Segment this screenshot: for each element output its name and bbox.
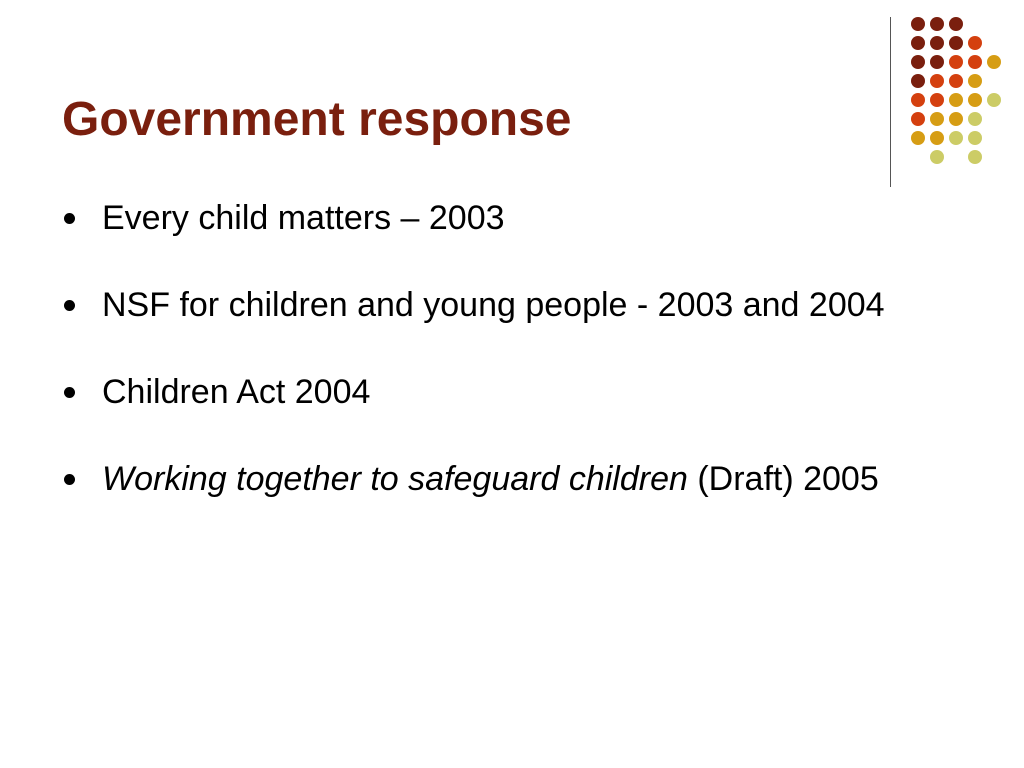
bullet-text: Every child matters – 2003 — [102, 199, 505, 237]
decorative-dot — [949, 55, 963, 69]
bullet-text: Children Act 2004 — [102, 373, 371, 411]
decorative-dot — [968, 112, 982, 126]
decorative-dot — [911, 74, 925, 88]
decorative-dot — [930, 74, 944, 88]
divider-line — [890, 17, 891, 187]
decorative-dot — [949, 112, 963, 126]
bullet-list — [62, 195, 922, 502]
bullet-item — [62, 456, 922, 502]
decorative-dot — [968, 93, 982, 107]
decorative-dot — [987, 93, 1001, 107]
decorative-dot — [930, 93, 944, 107]
decorative-dot — [949, 74, 963, 88]
decorative-dot — [968, 131, 982, 145]
bullet-item — [62, 369, 922, 415]
decorative-dot — [911, 112, 925, 126]
decorative-dot — [949, 93, 963, 107]
decorative-dot — [930, 112, 944, 126]
bullet-marker — [64, 474, 75, 485]
decorative-dot — [987, 55, 1001, 69]
bullet-text: (Draft) 2005 — [687, 460, 879, 498]
decorative-dot — [949, 17, 963, 31]
decorative-dot — [930, 17, 944, 31]
bullet-text: NSF for children and young people - 2003 and 2004 — [102, 286, 885, 324]
decorative-dot — [911, 17, 925, 31]
bullet-item — [62, 195, 922, 241]
decorative-dot — [949, 131, 963, 145]
bullet-item — [62, 282, 922, 328]
decorative-dot — [968, 36, 982, 50]
decorative-dot — [968, 55, 982, 69]
decorative-dot — [911, 131, 925, 145]
decorative-dot — [930, 150, 944, 164]
bullet-marker — [64, 300, 75, 311]
bullet-marker — [64, 213, 75, 224]
decorative-dot — [930, 36, 944, 50]
decorative-dot — [949, 36, 963, 50]
decorative-dot — [968, 74, 982, 88]
slide-title: Government response — [62, 93, 572, 146]
decorative-dot — [911, 55, 925, 69]
decorative-dot — [911, 36, 925, 50]
decorative-dot — [911, 93, 925, 107]
decorative-dot — [930, 131, 944, 145]
decorative-dot — [968, 150, 982, 164]
bullet-italic-title: Working together to safeguard children — [102, 460, 688, 498]
bullet-marker — [64, 387, 75, 398]
decorative-dot — [930, 55, 944, 69]
